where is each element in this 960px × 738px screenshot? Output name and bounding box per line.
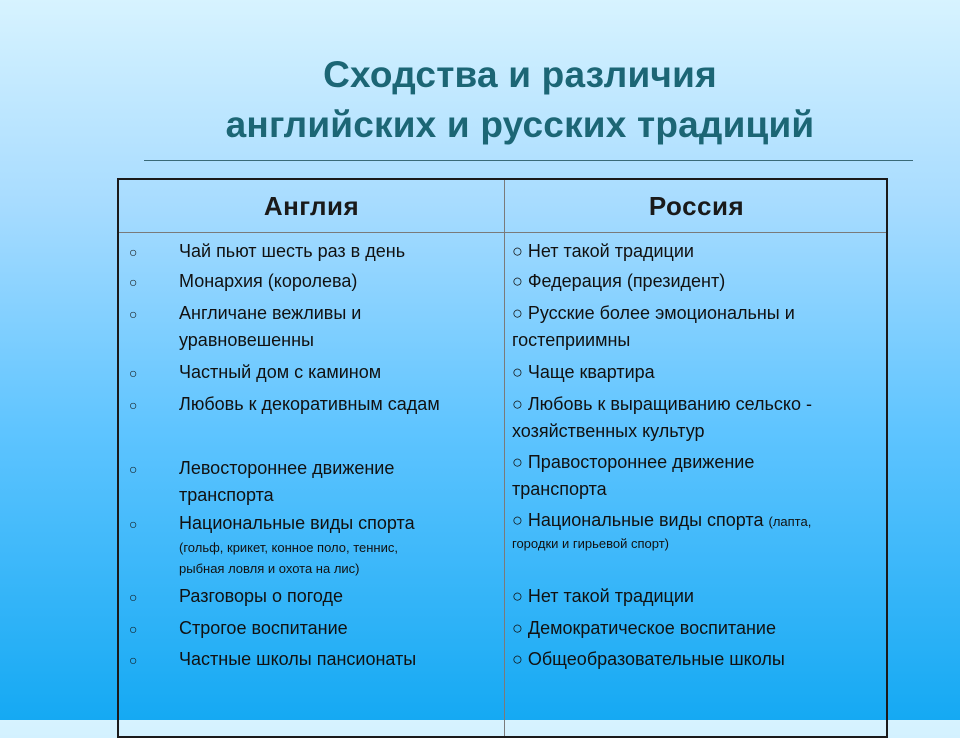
- column-divider: [504, 180, 505, 736]
- england-item-3-line-1: Англичане вежливы и: [179, 303, 362, 323]
- england-item-1: Чай пьют шесть раз в день: [179, 241, 406, 261]
- bullet-icon: ○: [129, 652, 138, 668]
- russia-item-7-note-inline: (лапта,: [768, 514, 812, 529]
- bullet-icon: ○: [129, 306, 138, 322]
- bullet-icon: ○: [129, 274, 138, 290]
- bullet-icon: ○: [129, 621, 138, 637]
- england-item-7-note-2: рыбная ловля и охота на лис): [179, 561, 360, 576]
- england-item-6-line-1: Левостороннее движение: [179, 458, 395, 478]
- england-item-5: Любовь к декоративным садам: [179, 394, 440, 414]
- russia-item-2: ○ Федерация (президент): [512, 271, 726, 291]
- russia-item-3-line-1: ○ Русские более эмоциональны и: [512, 303, 795, 323]
- england-item-7-note-1: (гольф, крикет, конное поло, теннис,: [179, 540, 398, 555]
- russia-item-7: [512, 507, 811, 533]
- russia-item-5-line-2: хозяйственных культур: [512, 421, 705, 441]
- bullet-icon: ○: [129, 244, 138, 260]
- russia-item-7-note-1: городки и гирьевой спорт): [512, 536, 669, 551]
- bullet-icon: ○: [129, 589, 138, 605]
- russia-item-10: ○ Общеобразовательные школы: [512, 649, 785, 669]
- england-item-9: Строгое воспитание: [179, 618, 348, 638]
- bullet-icon: ○: [129, 397, 138, 413]
- england-item-6-line-2: транспорта: [179, 485, 274, 505]
- comparison-table: [117, 178, 888, 738]
- russia-item-4: ○ Чаще квартира: [512, 362, 655, 382]
- title-line-1: Сходства и различия: [323, 54, 717, 95]
- england-item-4: Частный дом с камином: [179, 362, 382, 382]
- russia-item-1: ○ Нет такой традиции: [512, 241, 694, 261]
- bullet-icon: ○: [129, 516, 138, 532]
- england-item-8: Разговоры о погоде: [179, 586, 344, 606]
- russia-item-9: ○ Демократическое воспитание: [512, 618, 776, 638]
- column-header-england: Англия: [263, 191, 360, 221]
- title-underline: [144, 160, 913, 161]
- england-item-2: Монархия (королева): [179, 271, 358, 291]
- russia-item-8: ○ Нет такой традиции: [512, 586, 694, 606]
- england-item-7: Национальные виды спорта: [179, 513, 415, 533]
- russia-item-3-line-2: гостеприимны: [512, 330, 631, 350]
- russia-item-7-main: ○ Национальные виды спорта: [512, 510, 764, 530]
- russia-item-6-line-2: транспорта: [512, 479, 607, 499]
- header-divider: [119, 232, 886, 233]
- slide-title: [120, 50, 920, 150]
- column-header-russia: Россия: [648, 191, 745, 221]
- bullet-icon: ○: [129, 365, 138, 381]
- russia-item-5-line-1: ○ Любовь к выращиванию сельско -: [512, 394, 812, 414]
- england-item-3-line-2: уравновешенны: [179, 330, 314, 350]
- bullet-icon: ○: [129, 461, 138, 477]
- title-line-2: английских и русских традиций: [225, 104, 815, 145]
- england-item-10: Частные школы пансионаты: [179, 649, 417, 669]
- russia-item-6-line-1: ○ Правостороннее движение: [512, 452, 755, 472]
